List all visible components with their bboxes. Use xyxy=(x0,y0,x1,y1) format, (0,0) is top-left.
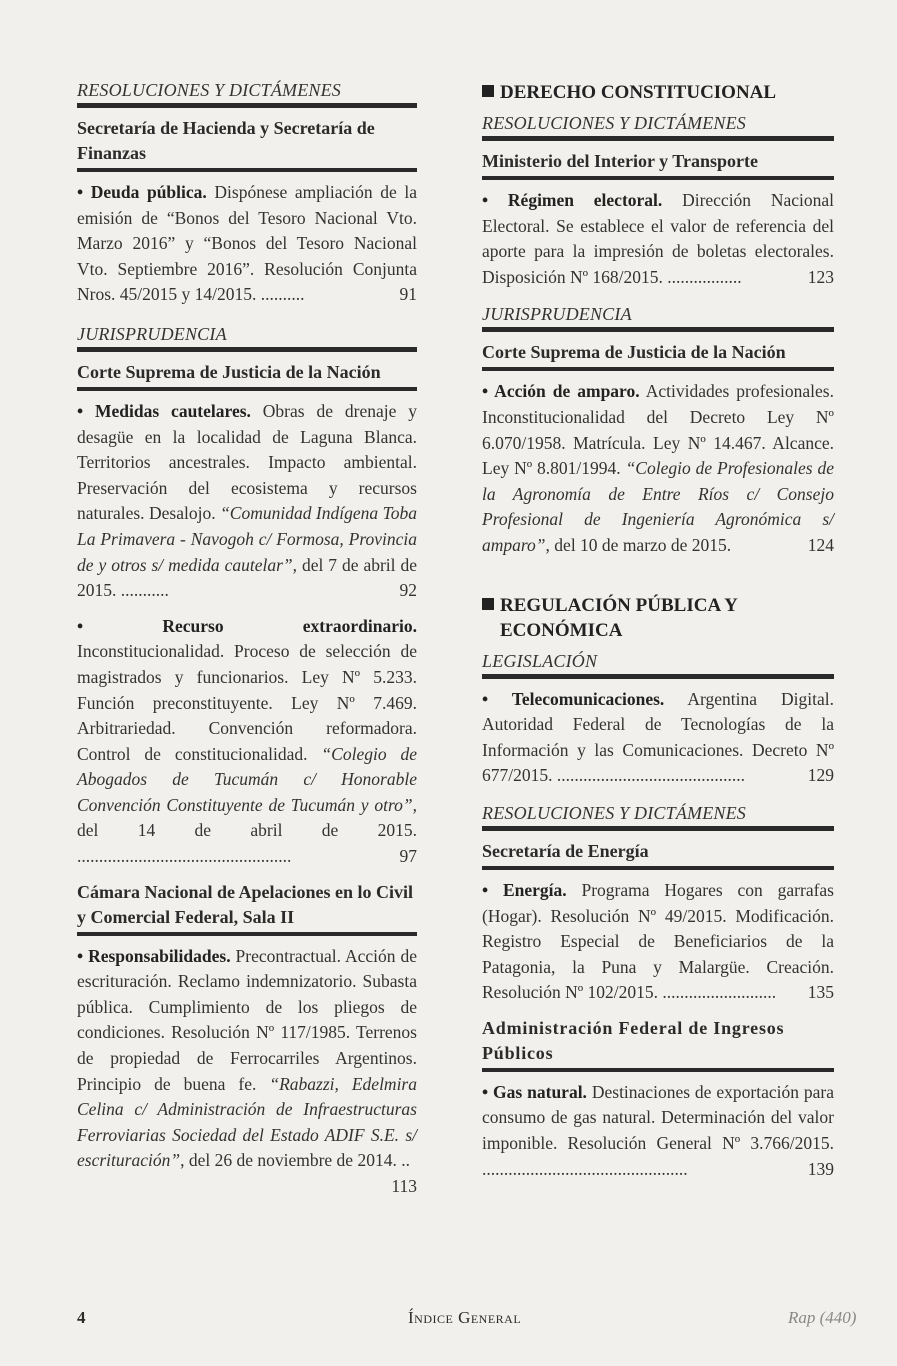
entry-text: Dirección Nacional Electoral. Se establece el valor de referencia del aporte para la impresión de boletas electorales. Disposición Nº 168/2015. ................. xyxy=(482,190,834,287)
entry-date: , del 7 de abril de 2015. ........... xyxy=(77,554,417,601)
entry-keyword: • Acción de amparo. xyxy=(482,381,640,402)
index-entry xyxy=(77,399,417,604)
organism-heading: Secretaría de Hacienda y Secretaría de Finanzas xyxy=(77,116,417,172)
entry-keyword: • Telecomunicaciones. xyxy=(482,688,665,709)
entry-text: Precontractual. Acción de escrituración. Reclamo indemnizatorio. Subasta pública. Cumplimiento de los pliegos de condiciones. Resolución Nº 117/1985. Terrenos de propiedad de Ferrocarriles Argentinos. Principio de buena fe. xyxy=(77,945,417,1094)
entry-date: , del 26 de noviembre de 2014. .. xyxy=(180,1150,410,1171)
organism-heading: Administración Federal de Ingresos Públicos xyxy=(482,1016,834,1072)
entry-page: 113 xyxy=(391,1176,417,1196)
category-heading: JURISPRUDENCIA xyxy=(77,324,417,352)
square-bullet-icon xyxy=(482,85,494,97)
entry-page: 139 xyxy=(807,1158,834,1179)
entry-text: Inconstitucionalidad. Proceso de selección de magistrados y funcionarios. Ley Nº 5.233. Función preconstituyente. Ley Nº 7.469. Arbitrariedad. Convención reformadora. Control de constitucionalidad. xyxy=(77,641,417,764)
entry-keyword: • Deuda pública. xyxy=(77,182,207,202)
entry-text: Actividades profesionales. Inconstitucionalidad del Decreto Ley Nº 6.070/1958. Matrícula. Ley Nº 14.467. Alcance. Ley Nº 8.801/1994. xyxy=(482,381,834,479)
index-entry xyxy=(77,614,417,870)
entry-text: Dispónese ampliación de la emisión de “Bonos del Tesoro Nacional Vto. Marzo 2016” y “Bonos del Tesoro Nacional Vto. Septiembre 2016”. Resolución Conjunta Nros. 45/2015 y 14/2015. .......... xyxy=(77,182,418,305)
entry-page: 129 xyxy=(807,765,834,786)
entry-case-title: “Rabazzi, Edelmira Celina c/ Administración de Infraestructuras Ferroviarias Sociedad del Estado ADIF S.E. s/ escrituración” xyxy=(77,1073,417,1171)
organism-heading: Corte Suprema de Justicia de la Nación xyxy=(77,360,417,391)
entry-case-title: “Colegio de Abogados de Tucumán c/ Honorable Convención Constituyente de Tucumán y otro” xyxy=(77,743,417,815)
entry-case-title: “Comunidad Indígena Toba La Primavera - Navogoh c/ Formosa, Provincia de y otros s/ medida cautelar” xyxy=(77,503,417,575)
entry-keyword: • Responsabilidades. xyxy=(77,945,231,966)
category-heading: RESOLUCIONES Y DICTÁMENES xyxy=(77,80,417,108)
entry-text: Obras de drenaje y desagüe en la localidad de Laguna Blanca. Territorios ancestrales. Impacto ambiental. Preservación del ecosistema y recursos naturales. Desalojo. xyxy=(77,400,417,524)
organism-heading: Corte Suprema de Justicia de la Nación xyxy=(482,340,834,371)
category-heading: RESOLUCIONES Y DICTÁMENES xyxy=(482,803,834,831)
index-entry xyxy=(482,687,834,789)
category-heading: RESOLUCIONES Y DICTÁMENES xyxy=(482,113,834,141)
section-heading xyxy=(482,593,834,643)
entry-text: Destinaciones de exportación para consumo de gas natural. Determinación del valor imponible. Resolución General Nº 3.766/2015. ............................................... xyxy=(482,1081,834,1179)
index-entry xyxy=(77,180,417,308)
index-entry xyxy=(482,1080,834,1182)
category-heading: LEGISLACIÓN xyxy=(482,651,834,679)
entry-date: , del 14 de abril de 2015. ................................................. xyxy=(77,794,417,867)
entry-page: 97 xyxy=(399,846,417,867)
category-heading: JURISPRUDENCIA xyxy=(482,304,834,332)
entry-keyword: • Medidas cautelares. xyxy=(77,400,251,421)
entry-text: Programa Hogares con garrafas (Hogar). Resolución Nº 49/2015. Modificación. Registro Especial de Beneficiarios de la Patagonia, la Puna y Malargüe. Creación. Resolución Nº 102/2015. .......................... xyxy=(482,879,834,1003)
section-title-cont: ECONÓMICA xyxy=(500,619,623,641)
section-title: DERECHO CONSTITUCIONAL xyxy=(500,82,777,103)
organism-heading: Secretaría de Energía xyxy=(482,839,834,870)
organism-heading: Cámara Nacional de Apelaciones en lo Civil y Comercial Federal, Sala II xyxy=(77,880,417,936)
entry-date: , del 10 de marzo de 2015. xyxy=(545,534,732,555)
entry-keyword: • Gas natural. xyxy=(482,1081,587,1102)
section-title: REGULACIÓN PÚBLICA Y xyxy=(500,594,738,616)
entry-page: 91 xyxy=(399,284,417,305)
entry-case-title: “Colegio de Profesionales de la Agronomía de Entre Ríos c/ Consejo Profesional de Ingeniería Agronómica s/ amparo” xyxy=(482,458,834,555)
page-number: 4 xyxy=(77,1308,86,1327)
entry-keyword: • Energía. xyxy=(482,879,567,900)
index-entry xyxy=(77,944,417,1196)
section-heading xyxy=(482,80,834,105)
entry-keyword: • Régimen electoral. xyxy=(482,190,663,210)
index-entry xyxy=(482,188,834,290)
left-column xyxy=(77,80,417,1200)
right-column xyxy=(482,80,834,1192)
index-entry xyxy=(482,379,834,558)
publication-mark: Rap (440) xyxy=(788,1308,857,1327)
entry-page: 124 xyxy=(807,534,834,555)
organism-heading: Ministerio del Interior y Transporte xyxy=(482,149,834,180)
entry-page: 123 xyxy=(807,266,834,287)
square-bullet-icon xyxy=(482,598,494,610)
index-entry xyxy=(482,878,834,1006)
entry-keyword: • Recurso extraordinario. xyxy=(77,615,417,636)
running-title: Índice General xyxy=(408,1308,522,1327)
entry-page: 135 xyxy=(807,982,834,1003)
entry-text: Argentina Digital. Autoridad Federal de Tecnologías de la Información y las Comunicaciones. Decreto Nº 677/2015. ........................................... xyxy=(482,688,834,786)
entry-page: 92 xyxy=(399,580,417,601)
